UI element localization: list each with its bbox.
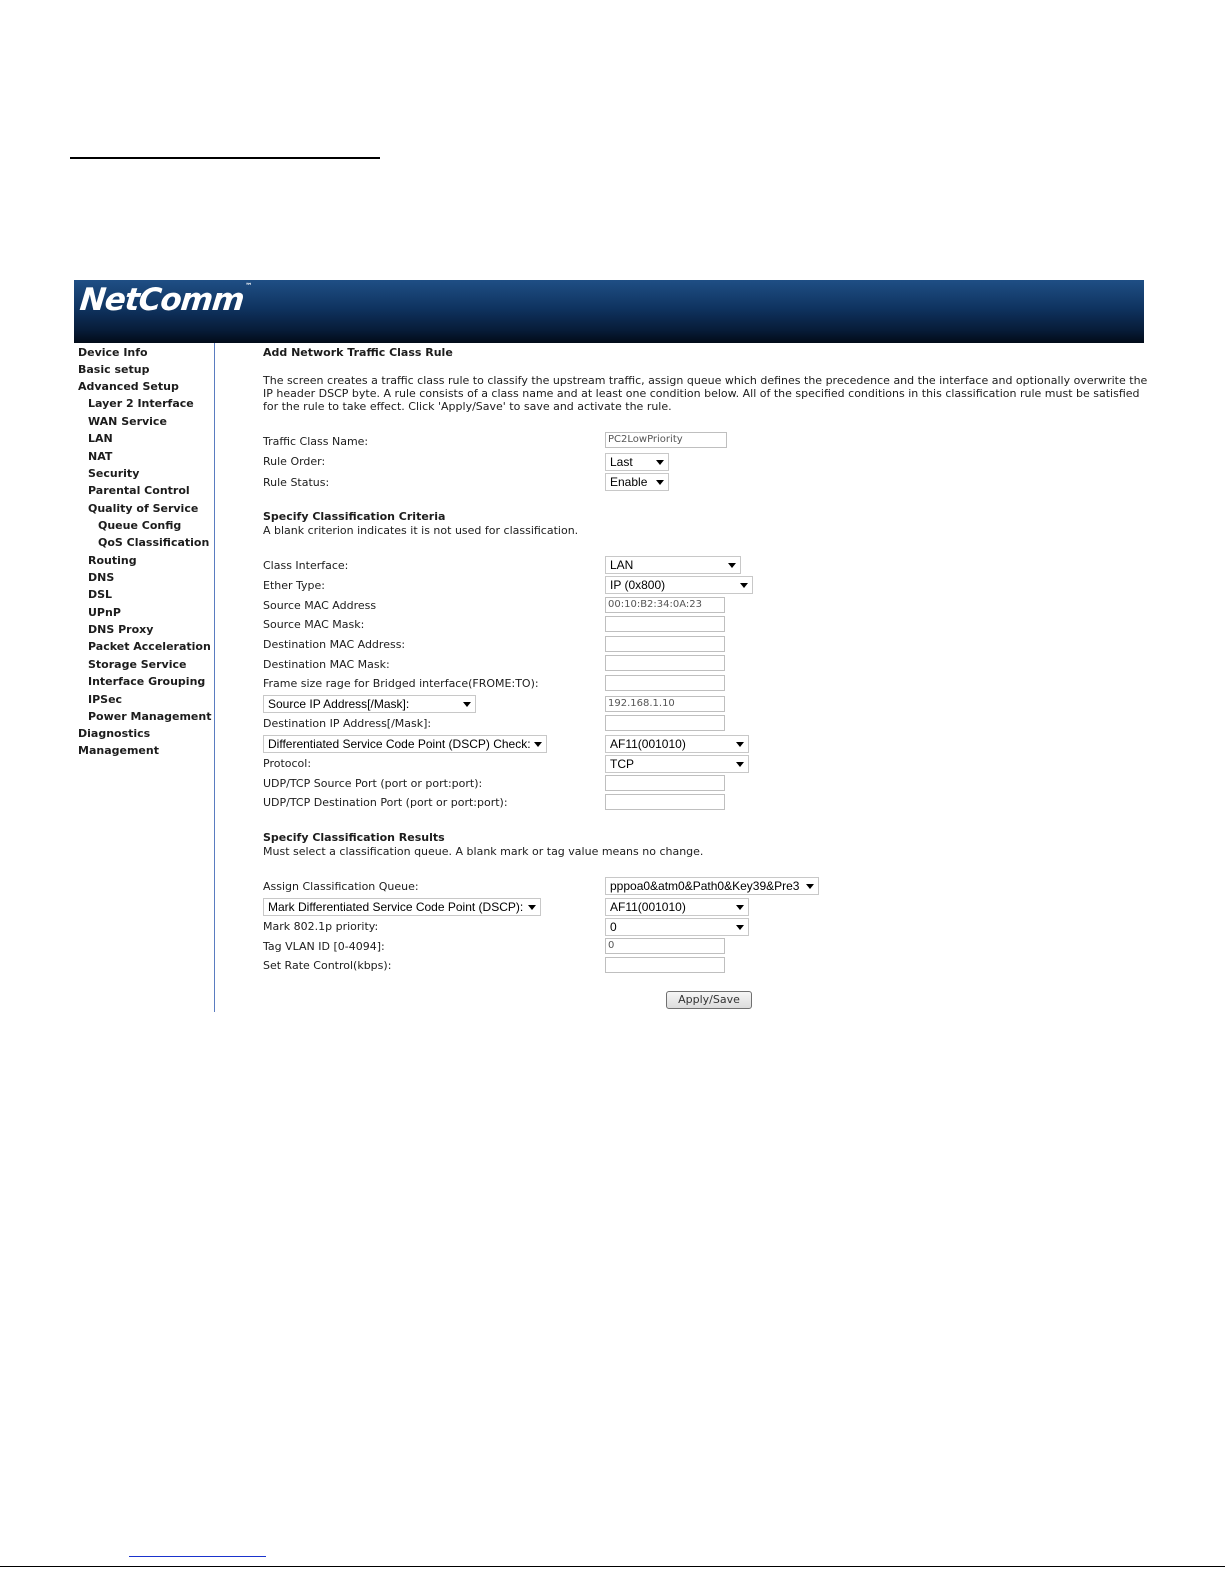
dest-mac-mask-label: Destination MAC Mask: <box>263 658 390 671</box>
chevron-down-icon <box>736 742 744 747</box>
source-ip-input[interactable]: 192.168.1.10 <box>605 696 725 712</box>
ether-type-label: Ether Type: <box>263 579 325 592</box>
dest-mac-input[interactable] <box>605 636 725 652</box>
dest-ip-label: Destination IP Address[/Mask]: <box>263 717 432 730</box>
frame-size-label: Frame size rage for Bridged interface(FROME:TO): <box>263 677 539 690</box>
page-title: Add Network Traffic Class Rule <box>263 346 453 359</box>
dest-port-label: UDP/TCP Destination Port (port or port:port): <box>263 796 508 809</box>
source-mac-label: Source MAC Address <box>263 599 377 612</box>
sidebar-item-interface-grouping[interactable]: Interface Grouping <box>88 675 206 688</box>
protocol-label: Protocol: <box>263 757 312 770</box>
sidebar-item-power-management[interactable]: Power Management <box>88 710 212 723</box>
chevron-down-icon <box>736 762 744 767</box>
sidebar-item-ipsec[interactable]: IPSec <box>88 693 123 706</box>
rule-order-label: Rule Order: <box>263 455 326 468</box>
sidebar-item-packet-acceleration[interactable]: Packet Acceleration <box>88 640 211 653</box>
sidebar-item-storage-service[interactable]: Storage Service <box>88 658 187 671</box>
chevron-down-icon <box>534 742 542 747</box>
sidebar-item-wan-service[interactable]: WAN Service <box>88 415 167 428</box>
footer-rule <box>0 1566 1225 1567</box>
main-content <box>224 343 1148 1012</box>
footer-link-underline[interactable] <box>129 1556 266 1557</box>
sidebar-item-lan[interactable]: LAN <box>88 432 113 445</box>
sidebar-item-parental-control[interactable]: Parental Control <box>88 484 190 497</box>
source-mac-mask-input[interactable] <box>605 616 725 632</box>
sidebar-item-upnp[interactable]: UPnP <box>88 606 121 619</box>
classification-queue-select[interactable]: pppoa0&atm0&Path0&Key39&Pre3 <box>605 877 819 895</box>
sidebar-item-basic-setup[interactable]: Basic setup <box>78 363 150 376</box>
class-interface-label: Class Interface: <box>263 559 349 572</box>
chevron-down-icon <box>736 925 744 930</box>
sidebar-nav <box>74 343 215 1012</box>
rate-control-input[interactable] <box>605 957 725 973</box>
sidebar-item-dns-proxy[interactable]: DNS Proxy <box>88 623 154 636</box>
apply-save-button[interactable]: Apply/Save <box>666 991 752 1009</box>
sidebar-item-dsl[interactable]: DSL <box>88 588 113 601</box>
chevron-down-icon <box>736 905 744 910</box>
sidebar-item-layer2-interface[interactable]: Layer 2 Interface <box>88 397 194 410</box>
source-port-input[interactable] <box>605 775 725 791</box>
source-mac-input[interactable]: 00:10:B2:34:0A:23 <box>605 597 725 613</box>
dest-mac-label: Destination MAC Address: <box>263 638 406 651</box>
dest-port-input[interactable] <box>605 794 725 810</box>
header-rule <box>70 157 380 159</box>
classification-queue-label: Assign Classification Queue: <box>263 880 419 893</box>
ether-type-select[interactable]: IP (0x800) <box>605 576 753 594</box>
mark-dscp-value-select[interactable]: AF11(001010) <box>605 898 749 916</box>
vlan-id-label: Tag VLAN ID [0-4094]: <box>263 940 385 953</box>
header-banner <box>74 280 1144 343</box>
sidebar-item-advanced-setup[interactable]: Advanced Setup <box>78 380 179 393</box>
mark-dscp-type-select[interactable]: Mark Differentiated Service Code Point (DSCP): <box>263 898 541 916</box>
sidebar-item-diagnostics[interactable]: Diagnostics <box>78 727 151 740</box>
chevron-down-icon <box>463 702 471 707</box>
results-subtitle: Must select a classification queue. A blank mark or tag value means no change. <box>263 845 704 858</box>
dscp-check-type-select[interactable]: Differentiated Service Code Point (DSCP) Check: <box>263 735 547 753</box>
rule-order-select[interactable]: Last <box>605 453 669 471</box>
chevron-down-icon <box>740 583 748 588</box>
rule-status-label: Rule Status: <box>263 476 330 489</box>
results-title: Specify Classification Results <box>263 831 445 844</box>
chevron-down-icon <box>528 905 536 910</box>
source-ip-type-select[interactable]: Source IP Address[/Mask]: <box>263 695 476 713</box>
dest-ip-input[interactable] <box>605 715 725 731</box>
chevron-down-icon <box>656 460 664 465</box>
criteria-title: Specify Classification Criteria <box>263 510 446 523</box>
chevron-down-icon <box>728 563 736 568</box>
rate-control-label: Set Rate Control(kbps): <box>263 959 392 972</box>
sidebar-item-nat[interactable]: NAT <box>88 450 113 463</box>
sidebar-item-security[interactable]: Security <box>88 467 140 480</box>
chevron-down-icon <box>806 884 814 889</box>
netcomm-logo: NetComm™ <box>78 282 253 318</box>
mark-8021p-label: Mark 802.1p priority: <box>263 920 379 933</box>
class-interface-select[interactable]: LAN <box>605 556 741 574</box>
traffic-class-name-label: Traffic Class Name: <box>263 435 369 448</box>
sidebar-item-device-info[interactable]: Device Info <box>78 346 148 359</box>
protocol-select[interactable]: TCP <box>605 755 749 773</box>
frame-size-input[interactable] <box>605 675 725 691</box>
criteria-subtitle: A blank criterion indicates it is not used for classification. <box>263 524 579 537</box>
rule-status-select[interactable]: Enable <box>605 473 669 491</box>
chevron-down-icon <box>656 480 664 485</box>
sidebar-item-qos-classification[interactable]: QoS Classification <box>98 536 210 549</box>
traffic-class-name-input[interactable]: PC2LowPriority <box>605 432 727 448</box>
sidebar-item-dns[interactable]: DNS <box>88 571 115 584</box>
source-port-label: UDP/TCP Source Port (port or port:port): <box>263 777 483 790</box>
vlan-id-input[interactable]: 0 <box>605 938 725 954</box>
sidebar-item-queue-config[interactable]: Queue Config <box>98 519 182 532</box>
page-description: The screen creates a traffic class rule to classify the upstream traffic, assign queue which defines the precedence and the interface and optionally overwrite the IP header DSCP byte. A rule consists of a class name and at least one condition below. All of the specified conditions in this classification rule must be satisfied for the rule to take effect. Click 'Apply/Save' to save and activate the rule. <box>263 374 1148 413</box>
dscp-check-value-select[interactable]: AF11(001010) <box>605 735 749 753</box>
dest-mac-mask-input[interactable] <box>605 655 725 671</box>
router-web-ui <box>74 280 1148 1012</box>
sidebar-item-quality-of-service[interactable]: Quality of Service <box>88 502 199 515</box>
mark-8021p-select[interactable]: 0 <box>605 918 749 936</box>
source-mac-mask-label: Source MAC Mask: <box>263 618 365 631</box>
sidebar-item-routing[interactable]: Routing <box>88 554 137 567</box>
sidebar-item-management[interactable]: Management <box>78 744 159 757</box>
